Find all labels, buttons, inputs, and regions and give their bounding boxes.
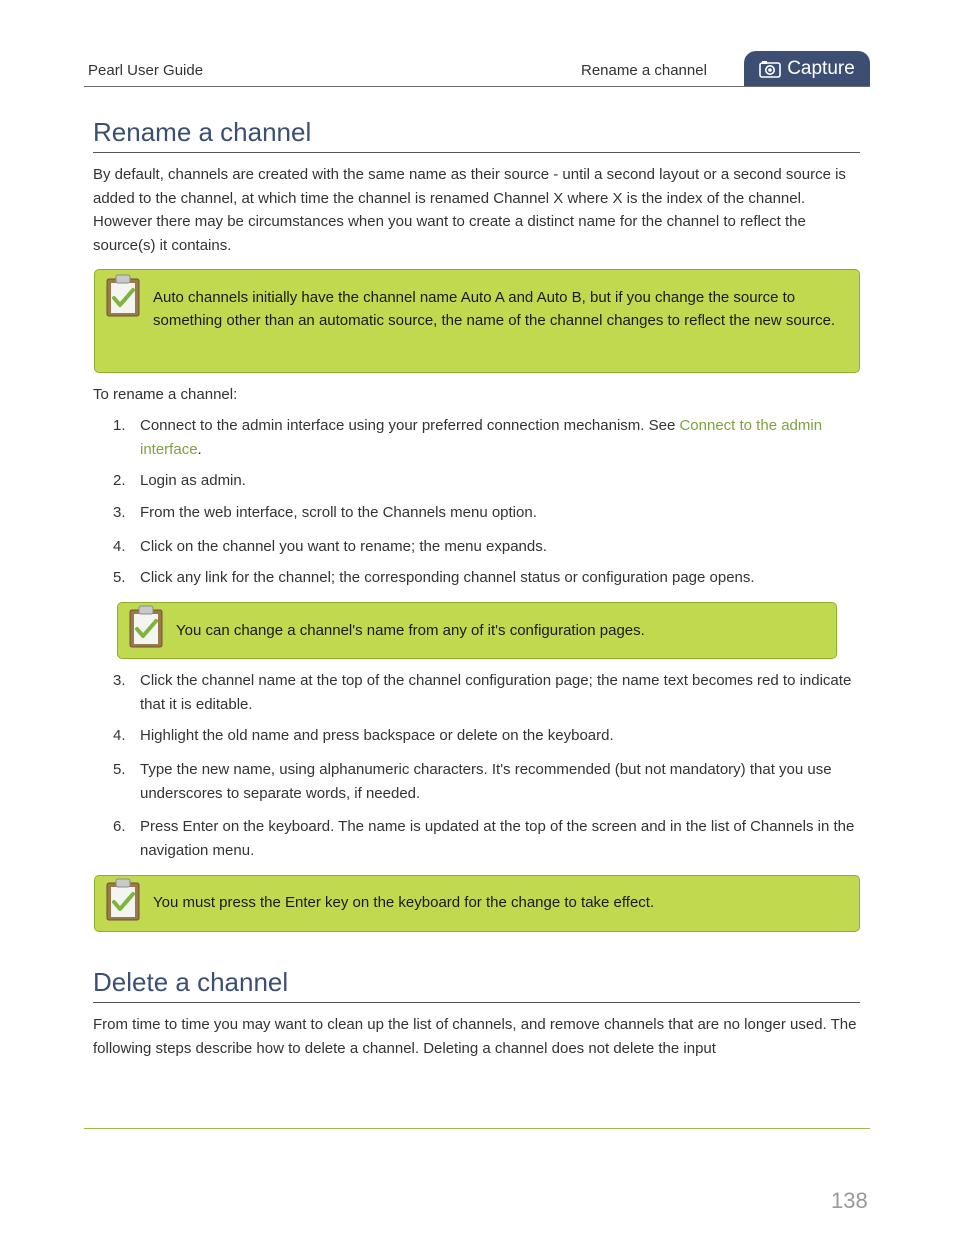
note-config-pages: [117, 602, 837, 659]
camera-icon: [759, 60, 781, 78]
delete-heading-rule: [93, 1002, 860, 1003]
delete-intro: From time to time you may want to clean up the list of channels, and remove channels that are no longer used. The following steps describe how to delete a channel. Deleting a channel does not delete the input: [93, 1016, 857, 1057]
clipboard-check-icon: [105, 274, 141, 323]
step-text: From the web interface, scroll to the Channels menu option.: [140, 504, 537, 521]
step-number: 2.: [113, 472, 126, 489]
step-number: 6.: [113, 818, 126, 835]
note-config-pages-text: You can change a channel's name from any of it's configuration pages.: [176, 622, 645, 639]
guide-title: Pearl User Guide: [88, 62, 204, 79]
note-enter-key-text: You must press the Enter key on the keyboard for the change to take effect.: [153, 894, 655, 911]
rename-lead: To rename a channel:: [93, 386, 238, 403]
step-number: 4.: [113, 538, 126, 555]
rename-intro: By default, channels are created with the same name as their source - until a second layout or a second source is added to the channel, at which time the channel is renamed Channel X where X is the index of the channel. However there may be circumstances when you want to create a distinct name for the channel to reflect the source(s) it contains.: [93, 166, 846, 254]
step-number: 5.: [113, 569, 126, 586]
step-text: Click any link for the channel; the corresponding channel status or configuration page opens.: [140, 569, 755, 586]
step-number: 3.: [113, 504, 126, 521]
step-number: 5.: [113, 761, 126, 778]
header-divider: [84, 86, 870, 87]
rename-heading: Rename a channel: [93, 117, 312, 147]
note-auto-channels-text: Auto channels initially have the channel name Auto A and Auto B, but if you change the source to something other than an automatic source, the name of the channel changes to reflect the new source.: [153, 289, 836, 329]
step-text: Connect to the admin interface using your preferred connection mechanism. See Connect to the admin interface.: [140, 417, 823, 458]
step-text: Type the new name, using alphanumeric characters. It's recommended (but not mandatory) that you use underscores to separate words, if needed.: [140, 761, 832, 802]
clipboard-check-icon: [128, 605, 164, 654]
delete-heading: Delete a channel: [93, 967, 289, 997]
step-text: Press Enter on the keyboard. The name is updated at the top of the screen and in the list of Channels in the navigation menu.: [140, 818, 855, 859]
header-section-name: Rename a channel: [581, 62, 707, 79]
capture-tab-label: Capture: [787, 58, 855, 79]
capture-tab[interactable]: [744, 51, 870, 87]
step-number: 1.: [113, 417, 126, 434]
step-number: 3.: [113, 672, 126, 689]
step-text: Highlight the old name and press backspace or delete on the keyboard.: [140, 727, 614, 744]
clipboard-check-icon: [105, 878, 141, 927]
step-text: Click on the channel you want to rename; the menu expands.: [140, 538, 547, 555]
note-enter-key: [94, 875, 860, 932]
step-text: Click the channel name at the top of the channel configuration page; the name text becomes red to indicate that it is editable.: [140, 672, 852, 713]
note-auto-channels: [94, 269, 860, 373]
connect-admin-link[interactable]: Connect to the admin interface: [140, 417, 823, 458]
footer-divider: [84, 1128, 870, 1129]
page-number: 138: [831, 1188, 868, 1213]
step-number: 4.: [113, 727, 126, 744]
rename-heading-rule: [93, 152, 860, 153]
step-text: Login as admin.: [140, 472, 246, 489]
